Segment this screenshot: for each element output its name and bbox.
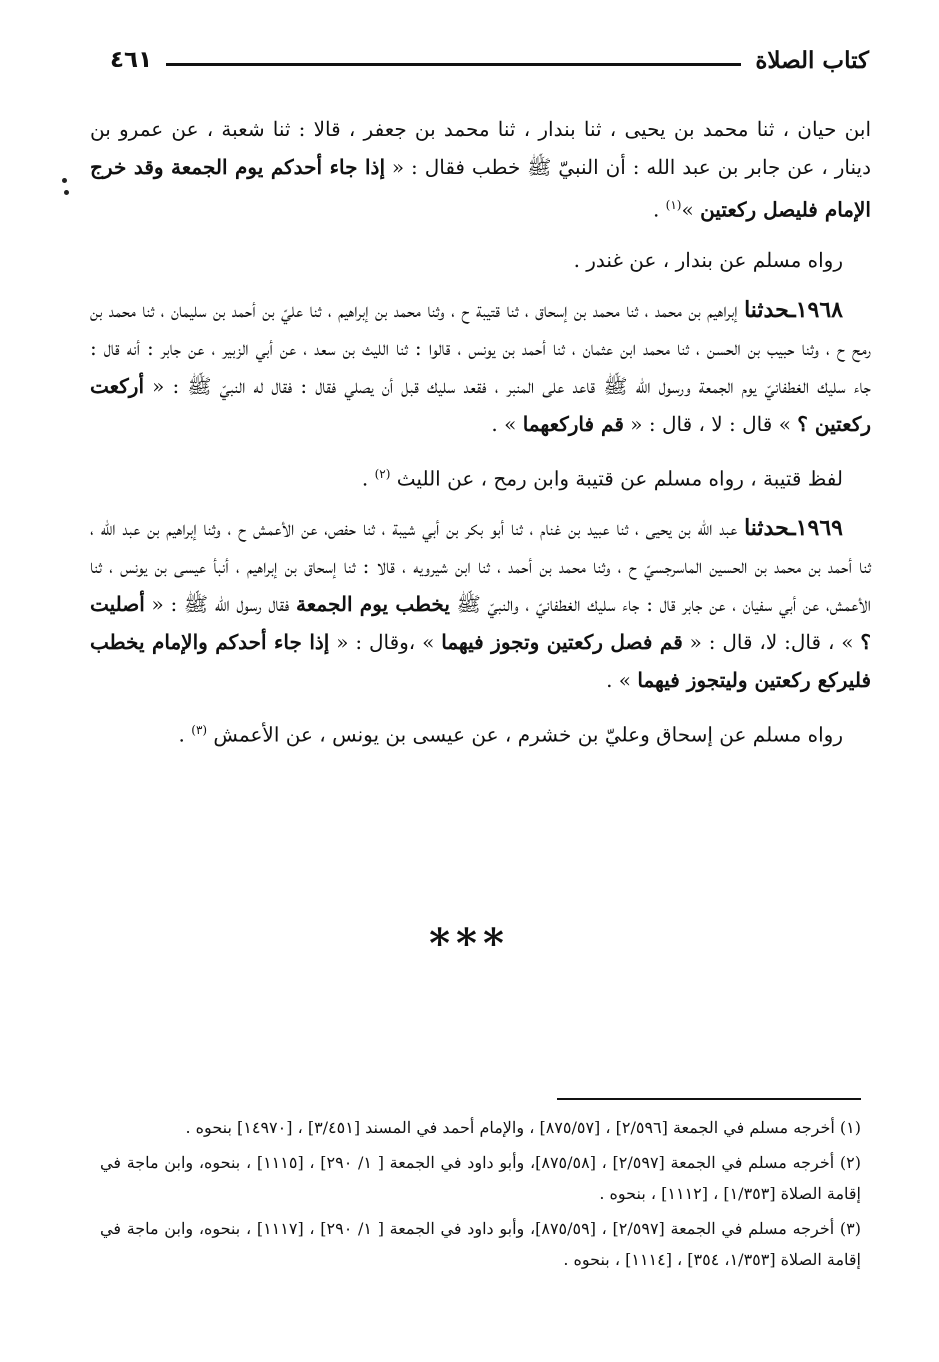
hadith-1969: [90, 509, 871, 699]
hadith-quote: إذا جاء أحدكم والإمام يخطب فليركع ركعتين وليتجوز فيهما: [90, 630, 871, 693]
haddathana-word: ـحدثنا: [744, 296, 796, 323]
text-run: ابن حيان ، ثنا محمد بن يحيى ، ثنا بندار ، ثنا محمد بن جعفر ، قالا : ثنا شعبة ، عن عمرو بن دينار ، عن جابر بن عبد الله : أن النبيّ ﷺ خطب فقال : «: [90, 117, 872, 179]
chapter-title: كتاب الصلاة: [755, 46, 869, 74]
page-number: ٤٦١: [110, 47, 153, 73]
margin-mark: [64, 190, 69, 195]
text-run: » .: [491, 411, 523, 436]
text-run: لفظ قتيبة ، رواه مسلم عن قتيبة وابن رمح ، عن الليث: [390, 466, 843, 491]
text-run: » ، قال: لا، قال : «: [682, 630, 861, 655]
text-run: » قال : لا ، قال : «: [623, 411, 798, 436]
footnote-ref: (١): [665, 198, 682, 212]
hadith-quote: أصليت ؟: [90, 592, 871, 655]
text-run: .: [178, 722, 192, 747]
footnote-1: (١) أخرجه مسلم في الجمعة [٢/٥٩٦] ، [٨٧٥/٥٧] ، والإمام أحمد في المسند [٣/٤٥١] ، [١٤٩٧٠] بنحوه .: [185, 1118, 861, 1137]
hadith-1968: [90, 291, 871, 443]
text-run: »: [681, 197, 701, 222]
footnote-ref: (٣): [191, 723, 208, 738]
text-run: .: [361, 466, 375, 491]
footnote-2: (٢) أخرجه مسلم في الجمعة [٢/٥٩٧] ، [٨٧٥/٥٨]، وأبو داود في الجمعة [ ١/ ٢٩٠] ، [١١١٥] ، بنحوه، وابن ماجة في إقامة الصلاة [١/٣٥٣] ، [١١١٢] ، بنحوه .: [100, 1153, 862, 1203]
paragraph-1: [90, 110, 871, 229]
hadith-number: ١٩٦٩: [795, 515, 843, 542]
text-run: إبراهيم بن محمد ، ثنا محمد بن إسحاق ، ثنا قتيبة ح ، وثنا محمد بن إبراهيم ، ثنا عليّ بن أحمد بن سليمان ، ثنا محمد بن رمح ح ، وثنا حبيب بن الحسن ، ثنا محمد ابن عثمان ، ثنا أحمد بن يونس ، قالوا : ثنا الليث بن سعد ، عن أبي الزبير ، عن جابر : أنه قال : جاء سليك الغطفانيّ يوم الجمعة ورسول الله ﷺ قاعد على المنبر ، فقعد سليك قبل أن يصلي فقال : فقال له النبيّ ﷺ : «: [90, 297, 871, 398]
text-run: رواه مسلم عن إسحاق وعليّ بن خشرم ، عن عيسى بن يونس ، عن الأعمش: [207, 722, 843, 747]
hadith-number: ١٩٦٨: [795, 296, 843, 323]
header-rule: [166, 63, 741, 66]
text-run: » .: [606, 668, 638, 693]
text-run: .: [652, 197, 666, 222]
haddathana-word: ـحدثنا: [744, 515, 796, 542]
paragraph-4: [90, 455, 871, 498]
footnotes: [100, 1112, 861, 1279]
text-run: » ،وقال : «: [329, 630, 442, 655]
text-run: عبد الله بن يحيى ، ثنا عبيد بن غنام ، ثنا أبو بكر بن أبي شيبة ، ثنا حفص، عن الأعمش ح ، وثنا إبراهيم بن عبد الله ، ثنا أحمد بن محمد بن الحسين الماسرجسيّ ح ، وثنا محمد بن أحمد ، ثنا ابن شيرويه ، قالا : ثنا إسحاق بن إبراهيم ، أنبأ عيسى بن يونس ، ثنا الأعمش، عن أبي سفيان ، عن جابر قال : جاء سليك الغطفانيّ ، والنبيّ ﷺ: [90, 516, 871, 617]
hadith-quote: قم فصل ركعتين وتجوز فيهما: [441, 630, 683, 655]
footnote-3: (٣) أخرجه مسلم في الجمعة [٢/٥٩٧] ، [٨٧٥/٥٩]، وأبو داود في الجمعة [ ١/ ٢٩٠] ، [١١١٧] ، بنحوه، وابن ماجة في إقامة الصلاة [١/٣٥٣، ٣٥٤] ، [١١١٤] ، بنحوه .: [100, 1219, 862, 1269]
text-run: فقال رسول الله ﷺ : «: [144, 592, 297, 617]
section-separator: ***: [429, 920, 510, 967]
hadith-quote: قم فاركعهما: [522, 411, 624, 436]
hadith-quote: أركعت ركعتين ؟: [90, 373, 871, 436]
emphasis-text: يخطب يوم الجمعة: [296, 592, 450, 617]
main-text: [90, 110, 871, 766]
margin-mark: [62, 178, 67, 183]
footnote-rule: [557, 1098, 861, 1100]
footnote-ref: (٢): [374, 466, 391, 481]
paragraph-6: [90, 711, 871, 754]
page-header: [110, 38, 869, 82]
paragraph-2: رواه مسلم عن بندار ، عن غندر .: [573, 247, 843, 272]
hadith-quote: إذا جاء أحدكم يوم الجمعة وقد خرج الإمام فليصل ركعتين: [90, 155, 871, 222]
